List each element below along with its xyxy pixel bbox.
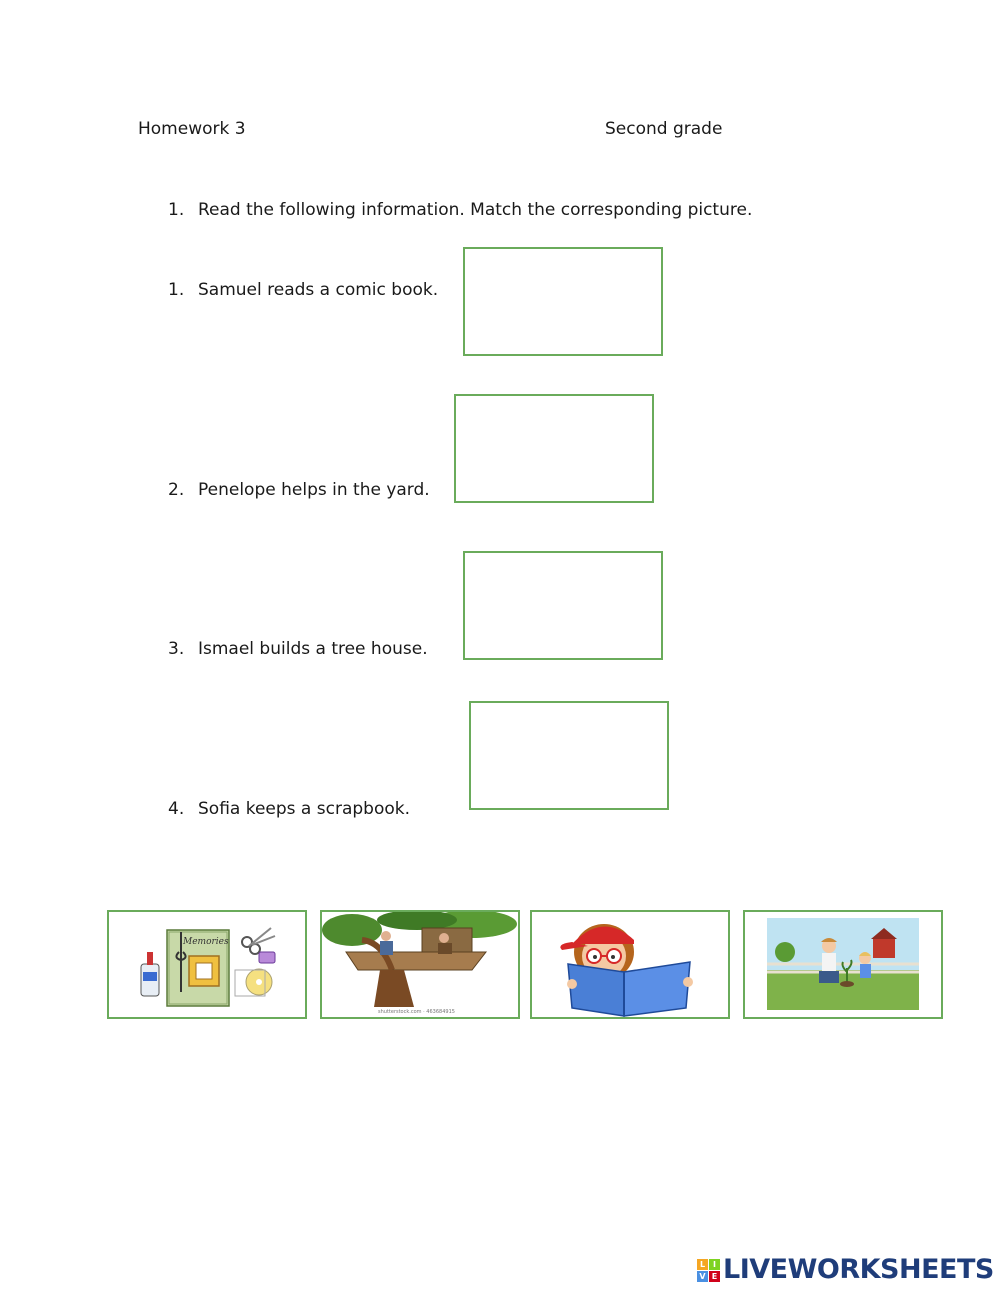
drop-box-3[interactable] bbox=[463, 551, 663, 660]
treehouse-watermark: shutterstock.com · 463684915 bbox=[378, 1009, 455, 1015]
grade-label: Second grade bbox=[605, 119, 723, 139]
item-number: 4. bbox=[168, 799, 185, 819]
drop-box-2[interactable] bbox=[454, 394, 654, 503]
item-2 bbox=[168, 480, 430, 500]
item-text: Samuel reads a comic book. bbox=[198, 280, 439, 300]
instruction-text: Read the following information. Match the corresponding picture. bbox=[198, 200, 753, 220]
instruction bbox=[168, 200, 752, 220]
logo-text: LIVEWORKSHEETS bbox=[723, 1254, 994, 1285]
homework-title: Homework 3 bbox=[138, 119, 246, 139]
instruction-number: 1. bbox=[168, 200, 185, 220]
item-number: 2. bbox=[168, 480, 185, 500]
scrapbook-cover-text: Memories bbox=[183, 937, 229, 947]
logo-tile: I bbox=[709, 1259, 720, 1270]
picture-card-yard-helper[interactable] bbox=[743, 910, 943, 1019]
item-4 bbox=[168, 799, 410, 819]
comic-reader-illustration bbox=[532, 912, 728, 1017]
item-number: 3. bbox=[168, 639, 185, 659]
item-text: Sofia keeps a scrapbook. bbox=[198, 799, 410, 819]
yard-helper-illustration bbox=[745, 912, 941, 1017]
logo-tile: V bbox=[697, 1271, 708, 1282]
picture-card-comic-reader[interactable] bbox=[530, 910, 730, 1019]
item-number: 1. bbox=[168, 280, 185, 300]
logo-tile: L bbox=[697, 1259, 708, 1270]
item-3 bbox=[168, 639, 428, 659]
drop-box-4[interactable] bbox=[469, 701, 669, 810]
scrapbook-illustration bbox=[109, 912, 305, 1017]
liveworksheets-logo bbox=[697, 1254, 994, 1286]
drop-box-1[interactable] bbox=[463, 247, 663, 356]
treehouse-illustration bbox=[322, 912, 518, 1017]
picture-card-treehouse[interactable] bbox=[320, 910, 520, 1019]
item-text: Ismael builds a tree house. bbox=[198, 639, 428, 659]
item-1 bbox=[168, 280, 438, 300]
logo-tiles bbox=[697, 1259, 720, 1282]
logo-tile: E bbox=[709, 1271, 720, 1282]
picture-card-scrapbook[interactable] bbox=[107, 910, 307, 1019]
item-text: Penelope helps in the yard. bbox=[198, 480, 430, 500]
